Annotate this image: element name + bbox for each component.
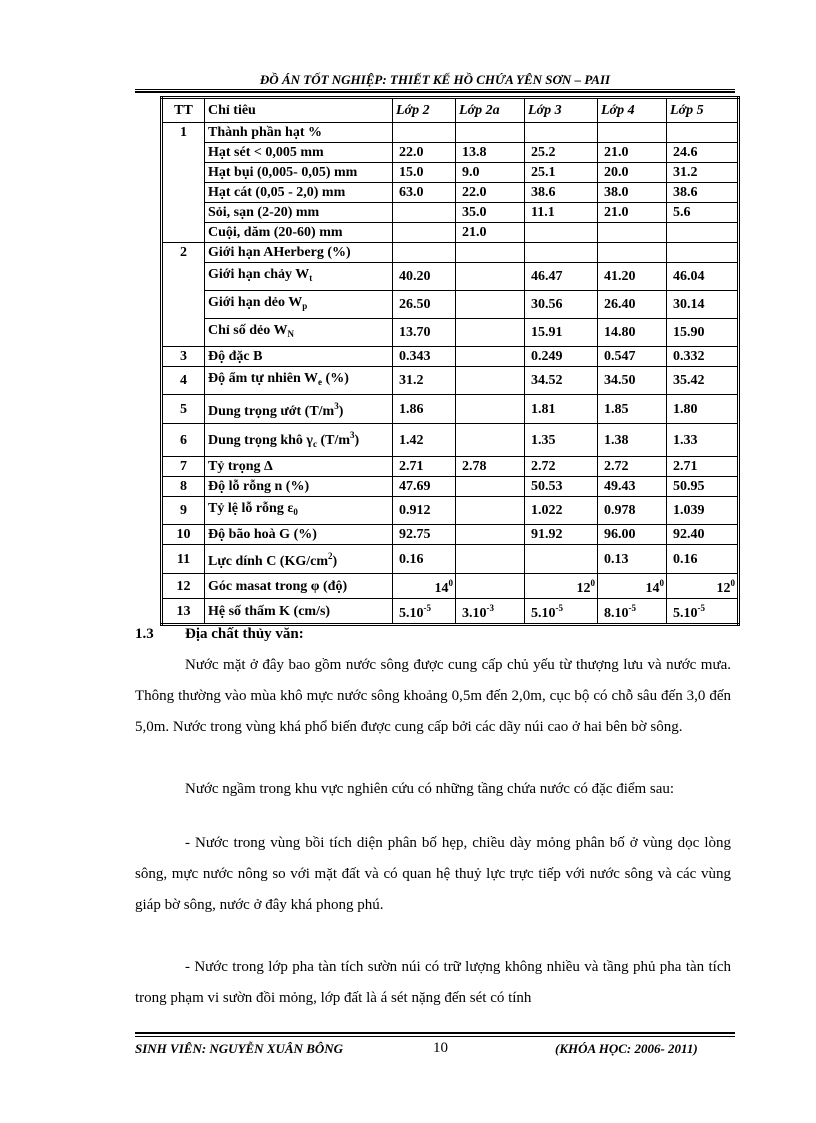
table-row: [162, 545, 739, 574]
table-cell: 1.38: [598, 424, 667, 457]
row-number: 12: [162, 574, 205, 599]
table-cell: 0.978: [598, 497, 667, 525]
row-label-tail: ): [332, 554, 338, 569]
row-label-subscript: e: [318, 377, 323, 387]
column-header-layer: Lớp 4: [598, 98, 667, 123]
table-cell: [667, 243, 739, 263]
table-cell: 38.6: [525, 183, 598, 203]
row-label-text: Độ bão hoà G (%): [208, 527, 317, 542]
row-label: [205, 477, 393, 497]
table-cell: [667, 123, 739, 143]
row-number: [162, 163, 205, 183]
table-cell: [667, 223, 739, 243]
table-cell: [456, 477, 525, 497]
column-header-layer: Lớp 2: [393, 98, 456, 123]
row-number: 13: [162, 599, 205, 625]
table-cell: 31.2: [393, 367, 456, 395]
table-row: [162, 183, 739, 203]
table-header-row: [162, 98, 739, 123]
table-cell: [598, 123, 667, 143]
table-cell: 13.8: [456, 143, 525, 163]
column-header-layer: Lớp 2a: [456, 98, 525, 123]
table-cell: [456, 525, 525, 545]
table-cell: [393, 123, 456, 143]
table-cell: 46.47: [525, 263, 598, 291]
table-cell: 30.56: [525, 291, 598, 319]
table-cell: 15.91: [525, 319, 598, 347]
row-label-text: Tỷ trọng Δ: [208, 459, 273, 474]
cell-value: 3.10: [462, 606, 487, 621]
table-row: [162, 424, 739, 457]
row-label: [205, 574, 393, 599]
table-cell: 2.72: [525, 457, 598, 477]
cell-exponent: 0: [590, 578, 595, 588]
table-cell: 2.71: [393, 457, 456, 477]
table-cell: 96.00: [598, 525, 667, 545]
table-cell: 21.0: [456, 223, 525, 243]
table-cell: 0.912: [393, 497, 456, 525]
table-cell: 35.0: [456, 203, 525, 223]
table-cell: 21.0: [598, 203, 667, 223]
table-cell: 1.85: [598, 395, 667, 424]
row-number: 10: [162, 525, 205, 545]
row-number: [162, 143, 205, 163]
table-cell: [456, 367, 525, 395]
table-cell: [598, 243, 667, 263]
table-cell: [598, 223, 667, 243]
row-label: [205, 347, 393, 367]
table-cell: 38.6: [667, 183, 739, 203]
column-header-criteria: Chỉ tiêu: [205, 98, 393, 123]
row-label-text: Giới hạn chảy W: [208, 267, 310, 282]
row-label-text: Chỉ số dẻo W: [208, 323, 288, 338]
table-row: [162, 163, 739, 183]
cell-exponent: -5: [628, 603, 636, 613]
table-row: [162, 525, 739, 545]
row-label-text: Tỷ lệ lỗ rỗng ε: [208, 501, 294, 516]
table-cell: 1.86: [393, 395, 456, 424]
paragraph: Nước mặt ở đây bao gồm nước sông được cung cấp chủ yếu từ thượng lưu và nước mưa. Thông thường vào mùa khô mực nước sông khoảng 0,5m đến 2,0m, cục bộ có chỗ sâu đến 3,0 đến 5,0m. Nước trong vùng khá phổ biến được cung cấp bởi các dãy núi cao ở hai bên bờ sông.: [135, 657, 731, 735]
section-number: 1.3: [135, 626, 154, 642]
footer-rule-thick: [135, 1032, 735, 1034]
row-number: 11: [162, 545, 205, 574]
row-number: 9: [162, 497, 205, 525]
row-label-text: Hạt bụi (0,005- 0,05) mm: [208, 165, 358, 180]
row-number: [162, 319, 205, 347]
table-cell: [456, 497, 525, 525]
table-cell: 15.90: [667, 319, 739, 347]
row-number: 2: [162, 243, 205, 263]
cell-value: 12: [576, 581, 591, 596]
row-label: [205, 243, 393, 263]
row-label: [205, 525, 393, 545]
table-cell: [393, 599, 456, 625]
row-label: [205, 599, 393, 625]
table-cell: 0.249: [525, 347, 598, 367]
table-cell: [525, 545, 598, 574]
table-cell: [456, 347, 525, 367]
column-header-layer: Lớp 5: [667, 98, 739, 123]
table-cell: 0.16: [393, 545, 456, 574]
row-number: [162, 203, 205, 223]
row-label: [205, 319, 393, 347]
table-row: [162, 367, 739, 395]
table-row: [162, 143, 739, 163]
table-row: [162, 574, 739, 599]
cell-value: 14: [434, 581, 449, 596]
table-cell: 25.1: [525, 163, 598, 183]
cell-value: 14: [645, 581, 660, 596]
table-cell: 63.0: [393, 183, 456, 203]
row-label: [205, 545, 393, 574]
row-label-text: Góc masat trong φ (độ): [208, 578, 348, 594]
table-cell: 92.75: [393, 525, 456, 545]
row-label: [205, 424, 393, 457]
table-row: [162, 477, 739, 497]
section-heading: [135, 626, 304, 643]
table-cell: [525, 123, 598, 143]
row-label-text: Hạt sét < 0,005 mm: [208, 145, 324, 160]
table-cell: [598, 574, 667, 599]
table-cell: 22.0: [456, 183, 525, 203]
table-cell: 5.6: [667, 203, 739, 223]
cell-value: 5.10: [399, 606, 424, 621]
cell-exponent: -5: [423, 603, 431, 613]
table-cell: [393, 243, 456, 263]
row-label-text: Cuội, dăm (20-60) mm: [208, 225, 343, 240]
table-cell: 1.039: [667, 497, 739, 525]
table-cell: [456, 574, 525, 599]
row-label: [205, 395, 393, 424]
table-cell: 14.80: [598, 319, 667, 347]
table-row: [162, 457, 739, 477]
table-cell: 1.81: [525, 395, 598, 424]
table-row: [162, 599, 739, 625]
table-cell: 24.6: [667, 143, 739, 163]
row-label-text: Độ lỗ rỗng n (%): [208, 479, 310, 494]
row-label: [205, 223, 393, 243]
section-title: Địa chất thủy văn:: [185, 626, 304, 642]
table-row: [162, 347, 739, 367]
row-number: 7: [162, 457, 205, 477]
table-row: [162, 319, 739, 347]
table-cell: 38.0: [598, 183, 667, 203]
row-label-text: Hạt cát (0,05 - 2,0) mm: [208, 185, 346, 200]
page-header-title: ĐỒ ÁN TỐT NGHIỆP: THIẾT KẾ HỒ CHỨA YÊN SƠN – PAII: [259, 72, 611, 87]
row-label-superscript: 3: [334, 401, 339, 411]
table-cell: [456, 263, 525, 291]
cell-exponent: -5: [697, 603, 705, 613]
cell-exponent: 0: [659, 578, 664, 588]
table-cell: [667, 599, 739, 625]
table-cell: [393, 203, 456, 223]
cell-value: 12: [716, 581, 731, 596]
column-header-tt: TT: [162, 98, 205, 123]
table-cell: [598, 599, 667, 625]
row-number: 3: [162, 347, 205, 367]
paragraph: Nước ngầm trong khu vực nghiên cứu có những tầng chứa nước có đặc điểm sau:: [185, 781, 675, 797]
table-cell: 11.1: [525, 203, 598, 223]
table-row: [162, 203, 739, 223]
row-label-text: Độ ẩm tự nhiên W: [208, 371, 319, 386]
table-cell: [393, 574, 456, 599]
row-label-text: Thành phần hạt %: [208, 125, 323, 140]
table-cell: 30.14: [667, 291, 739, 319]
table-cell: 0.16: [667, 545, 739, 574]
table-cell: [456, 424, 525, 457]
header-rule-thick: [135, 91, 735, 93]
table-row: [162, 243, 739, 263]
row-label: [205, 263, 393, 291]
table-cell: 1.42: [393, 424, 456, 457]
row-label-subscript: N: [287, 329, 294, 339]
table-cell: 9.0: [456, 163, 525, 183]
row-label: [205, 123, 393, 143]
table-cell: 40.20: [393, 263, 456, 291]
row-label-tail: (%): [322, 371, 349, 386]
table-cell: 46.04: [667, 263, 739, 291]
footer-student-name: SINH VIÊN: NGUYỄN XUÂN BÔNG: [135, 1041, 344, 1056]
table-cell: [525, 223, 598, 243]
row-label-text: Giới hạn AHerberg (%): [208, 245, 351, 260]
table-row: [162, 263, 739, 291]
row-label: [205, 291, 393, 319]
table-cell: 49.43: [598, 477, 667, 497]
table-cell: 35.42: [667, 367, 739, 395]
table-cell: 1.33: [667, 424, 739, 457]
table-cell: 0.13: [598, 545, 667, 574]
row-label: [205, 367, 393, 395]
table-cell: [456, 395, 525, 424]
table-cell: [667, 574, 739, 599]
table-cell: [525, 574, 598, 599]
cell-exponent: -5: [555, 603, 563, 613]
row-number: [162, 291, 205, 319]
row-label-tail: ): [338, 404, 344, 419]
row-label: [205, 457, 393, 477]
table-cell: 47.69: [393, 477, 456, 497]
paragraph: - Nước trong lớp pha tàn tích sườn núi có trữ lượng không nhiều và tầng phủ pha tàn tích trong phạm vi sườn đồi mỏng, lớp đất là á sét nặng đến sét có tính: [135, 959, 731, 1006]
header-rule: [135, 89, 735, 90]
row-label: [205, 143, 393, 163]
table-cell: 25.2: [525, 143, 598, 163]
table-cell: 26.50: [393, 291, 456, 319]
page-number: 10: [433, 1040, 448, 1056]
row-number: 8: [162, 477, 205, 497]
row-label: [205, 203, 393, 223]
cell-exponent: 0: [448, 578, 453, 588]
cell-exponent: 0: [730, 578, 735, 588]
table-cell: 2.78: [456, 457, 525, 477]
table-cell: 1.35: [525, 424, 598, 457]
table-cell: 0.547: [598, 347, 667, 367]
row-label: [205, 497, 393, 525]
table-row: [162, 395, 739, 424]
table-cell: 2.71: [667, 457, 739, 477]
table-cell: [456, 599, 525, 625]
table-cell: 50.53: [525, 477, 598, 497]
row-number: 5: [162, 395, 205, 424]
table-cell: 22.0: [393, 143, 456, 163]
table-cell: 91.92: [525, 525, 598, 545]
table-cell: [525, 599, 598, 625]
row-label-superscript: 2: [328, 551, 333, 561]
table-cell: 92.40: [667, 525, 739, 545]
table-cell: [456, 291, 525, 319]
row-number: [162, 223, 205, 243]
cell-value: 5.10: [673, 606, 698, 621]
table-cell: 0.343: [393, 347, 456, 367]
table-cell: 20.0: [598, 163, 667, 183]
row-label-text: Lực dính C (KG/cm: [208, 554, 329, 569]
row-number: 4: [162, 367, 205, 395]
row-number: [162, 263, 205, 291]
row-label: [205, 183, 393, 203]
soil-properties-table: [160, 96, 740, 626]
table-cell: 41.20: [598, 263, 667, 291]
row-label-text: Dung trọng ướt (T/m: [208, 404, 335, 419]
row-label-subscript: 0: [293, 507, 298, 517]
table-cell: 34.52: [525, 367, 598, 395]
footer-rule: [135, 1036, 735, 1037]
paragraph: - Nước trong vùng bồi tích diện phân bố hẹp, chiều dày mỏng phân bố ở vùng dọc lòng sông, mực nước nông so với mặt đất và có quan hệ thuỷ lực trực tiếp với nước sông và các vùng giáp bờ sông, nước ở đây khá phong phú.: [135, 835, 731, 913]
row-number: 1: [162, 123, 205, 143]
row-label-superscript: 3: [350, 430, 355, 440]
table-cell: [393, 223, 456, 243]
row-label: [205, 163, 393, 183]
row-label-text: Dung trọng khô γ: [208, 433, 313, 448]
table-row: [162, 223, 739, 243]
table-cell: 21.0: [598, 143, 667, 163]
table-cell: 0.332: [667, 347, 739, 367]
row-label-text: Sỏi, sạn (2-20) mm: [208, 205, 320, 220]
table-cell: 50.95: [667, 477, 739, 497]
table-cell: 26.40: [598, 291, 667, 319]
table-cell: 2.72: [598, 457, 667, 477]
table-cell: 13.70: [393, 319, 456, 347]
row-number: 6: [162, 424, 205, 457]
cell-value: 5.10: [531, 606, 556, 621]
table-cell: 34.50: [598, 367, 667, 395]
table-row: [162, 123, 739, 143]
table-cell: [456, 243, 525, 263]
row-label-subscript: t: [309, 273, 313, 283]
table-cell: [525, 243, 598, 263]
row-label-tail: (T/m: [316, 433, 351, 448]
table-cell: [456, 545, 525, 574]
table-cell: 1.80: [667, 395, 739, 424]
row-label-text: Giới hạn dẻo W: [208, 295, 303, 310]
row-label-subscript: c: [312, 439, 317, 449]
table-cell: [456, 123, 525, 143]
table-row: [162, 497, 739, 525]
column-header-layer: Lớp 3: [525, 98, 598, 123]
table-cell: 1.022: [525, 497, 598, 525]
row-label-subscript: p: [302, 301, 308, 311]
cell-value: 8.10: [604, 606, 629, 621]
row-label-tail: ): [354, 433, 360, 448]
row-label-text: Hệ số thấm K (cm/s): [208, 603, 331, 619]
table-cell: 31.2: [667, 163, 739, 183]
cell-exponent: -3: [486, 603, 494, 613]
footer-course-years: (KHÓA HỌC: 2006- 2011): [555, 1041, 698, 1056]
table-cell: 15.0: [393, 163, 456, 183]
row-number: [162, 183, 205, 203]
table-row: [162, 291, 739, 319]
table-cell: [456, 319, 525, 347]
row-label-text: Độ đặc B: [208, 349, 263, 364]
